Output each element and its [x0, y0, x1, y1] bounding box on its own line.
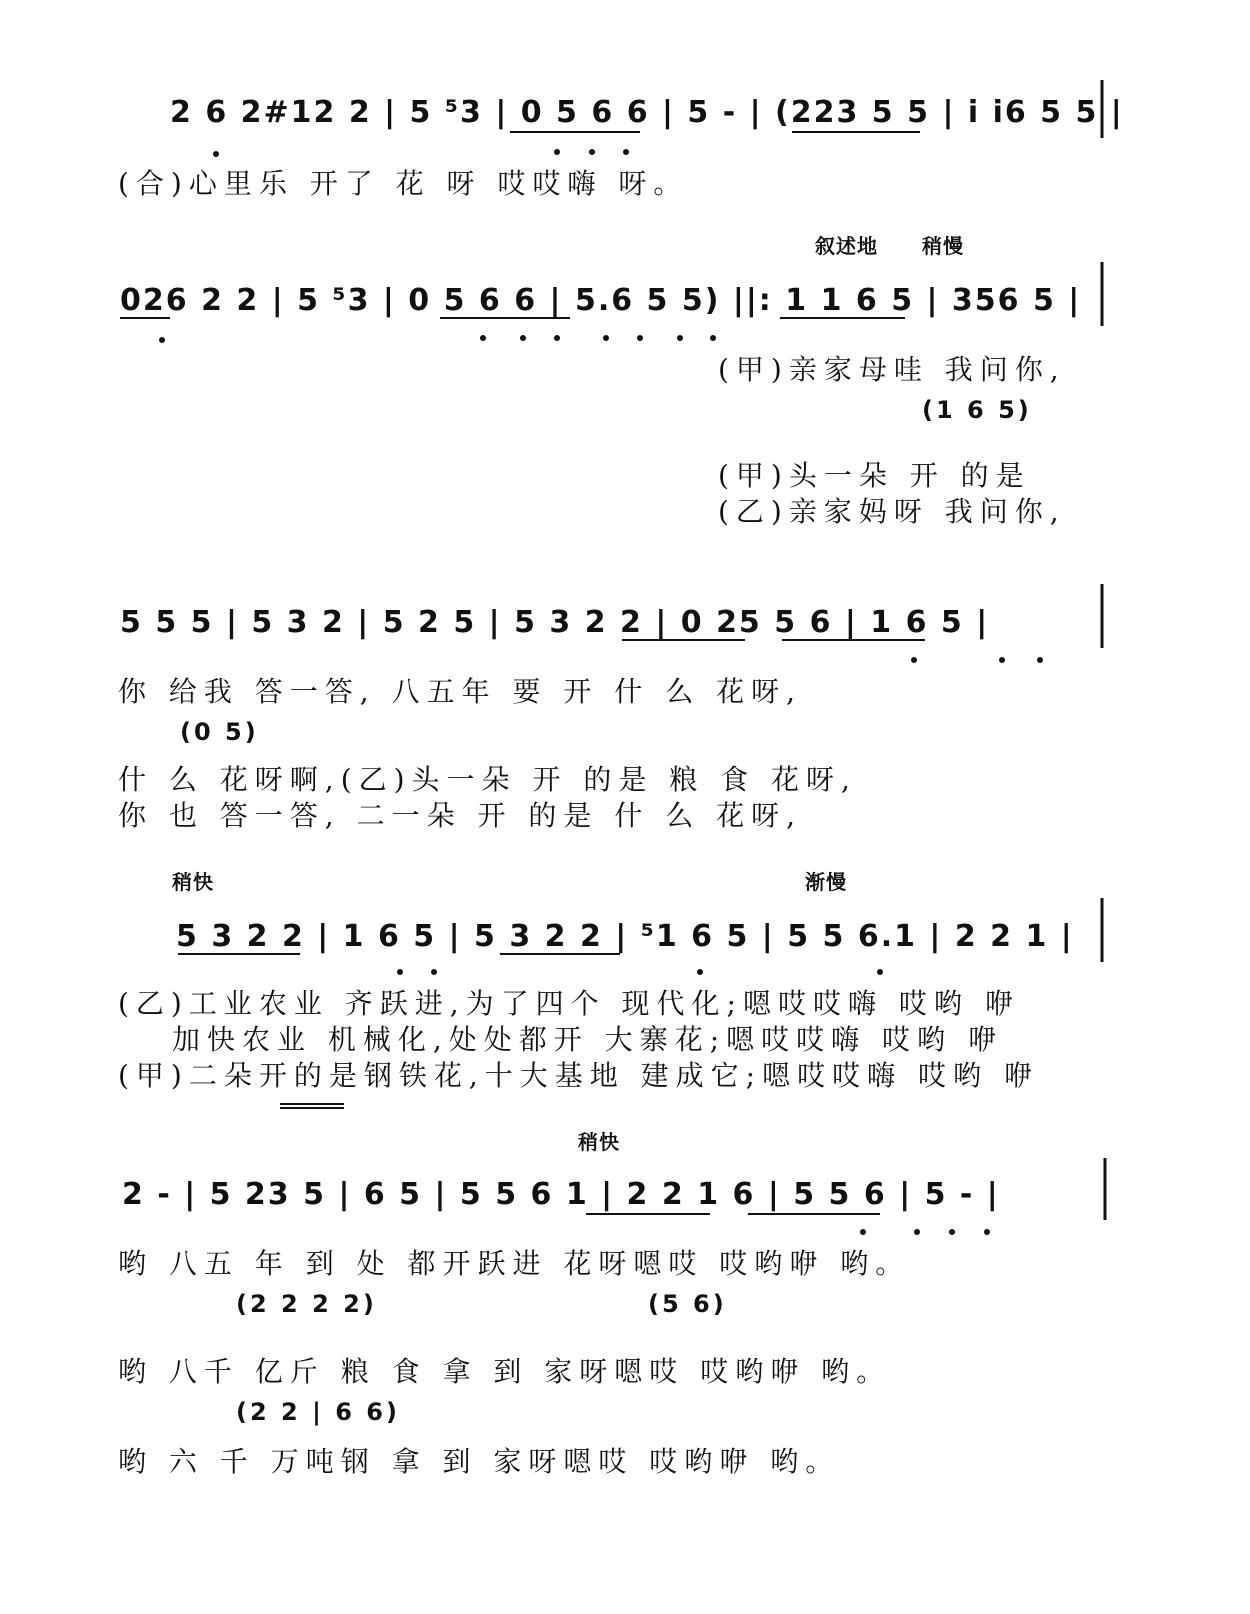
lyrics-line-5c: 哟 六 千 万吨钢 拿 到 家呀嗯哎 哎哟咿 哟。 [118, 1445, 841, 1478]
lyrics-line-2a: (甲)亲家母哇 我问你, [718, 353, 1066, 386]
tempo-mark-narrative: 叙述地 [815, 234, 878, 258]
lyrics-line-5a: 哟 八五 年 到 处 都开跃进 花呀嗯哎 哎哟咿 哟。 [118, 1247, 911, 1280]
lyrics-line-4c: (甲)二朵开的是钢铁花,十大基地 建成它;嗯哎哎嗨 哎哟 咿 [118, 1059, 1039, 1092]
notation-row-3: 5 5 5 | 5 3 2 | 5 2 5 | 5 3 2 2 | 0 25 5 6 | 1 6 5 | [120, 605, 990, 640]
notation-row-4: 5 3 2 2 | 1 6 5 | 5 3 2 2 | ⁵1 6 5 | 5 5 6.1 | 2 2 1 | [176, 919, 1074, 954]
alternate-notation-5a: (2 2 2 2) [236, 1290, 377, 1318]
lyrics-line-3a: 你 给我 答一答, 八五年 要 开 什 么 花呀, [118, 675, 803, 708]
lyrics-line-3c: 你 也 答一答, 二一朵 开 的是 什 么 花呀, [118, 799, 803, 832]
notation-row-2: 026 2 2 | 5 ⁵3 | 0 5 6 6 | 5.6 5 5) ||: 1 1 6 5 | 356 5 | [120, 283, 1082, 318]
tempo-mark-gradually-slower: 渐慢 [805, 870, 847, 894]
tempo-mark-slightly-slower: 稍慢 [922, 234, 964, 258]
lyrics-line-5b: 哟 八千 亿斤 粮 食 拿 到 家呀嗯哎 哎哟咿 哟。 [118, 1355, 892, 1388]
tempo-mark-slightly-faster-1: 稍快 [172, 870, 214, 894]
lyrics-line-2c: (乙)亲家妈呀 我问你, [718, 495, 1066, 528]
notation-row-1: 2 6 2#12 2 | 5 ⁵3 | 0 5 6 6 | 5 - | (223 5 5 | i i6 5 5 | [170, 95, 1124, 130]
lyrics-line-3b: 什 么 花呀啊,(乙)头一朵 开 的是 粮 食 花呀, [118, 763, 857, 796]
lyrics-line-2b: (甲)头一朵 开 的是 [718, 459, 1031, 492]
lyrics-line-1: (合)心里乐 开了 花 呀 哎哎嗨 呀。 [118, 167, 689, 200]
tempo-mark-slightly-faster-2: 稍快 [578, 1130, 620, 1154]
notation-row-5: 2 - | 5 23 5 | 6 5 | 5 5 6 1 | 2 2 1 6 | 5 5 6 | 5 - | [122, 1177, 1000, 1212]
alternate-notation-5c: (2 2 | 6 6) [236, 1398, 400, 1426]
lyrics-line-4b: 加快农业 机械化,处处都开 大寨花;嗯哎哎嗨 哎哟 咿 [172, 1023, 1003, 1056]
alternate-notation-3: (0 5) [180, 718, 259, 746]
alternate-notation-2: (1 6 5) [922, 396, 1032, 424]
alternate-notation-5b: (5 6) [648, 1290, 727, 1318]
lyrics-line-4a: (乙)工业农业 齐跃进,为了四个 现代化;嗯哎哎嗨 哎哟 咿 [118, 987, 1020, 1020]
